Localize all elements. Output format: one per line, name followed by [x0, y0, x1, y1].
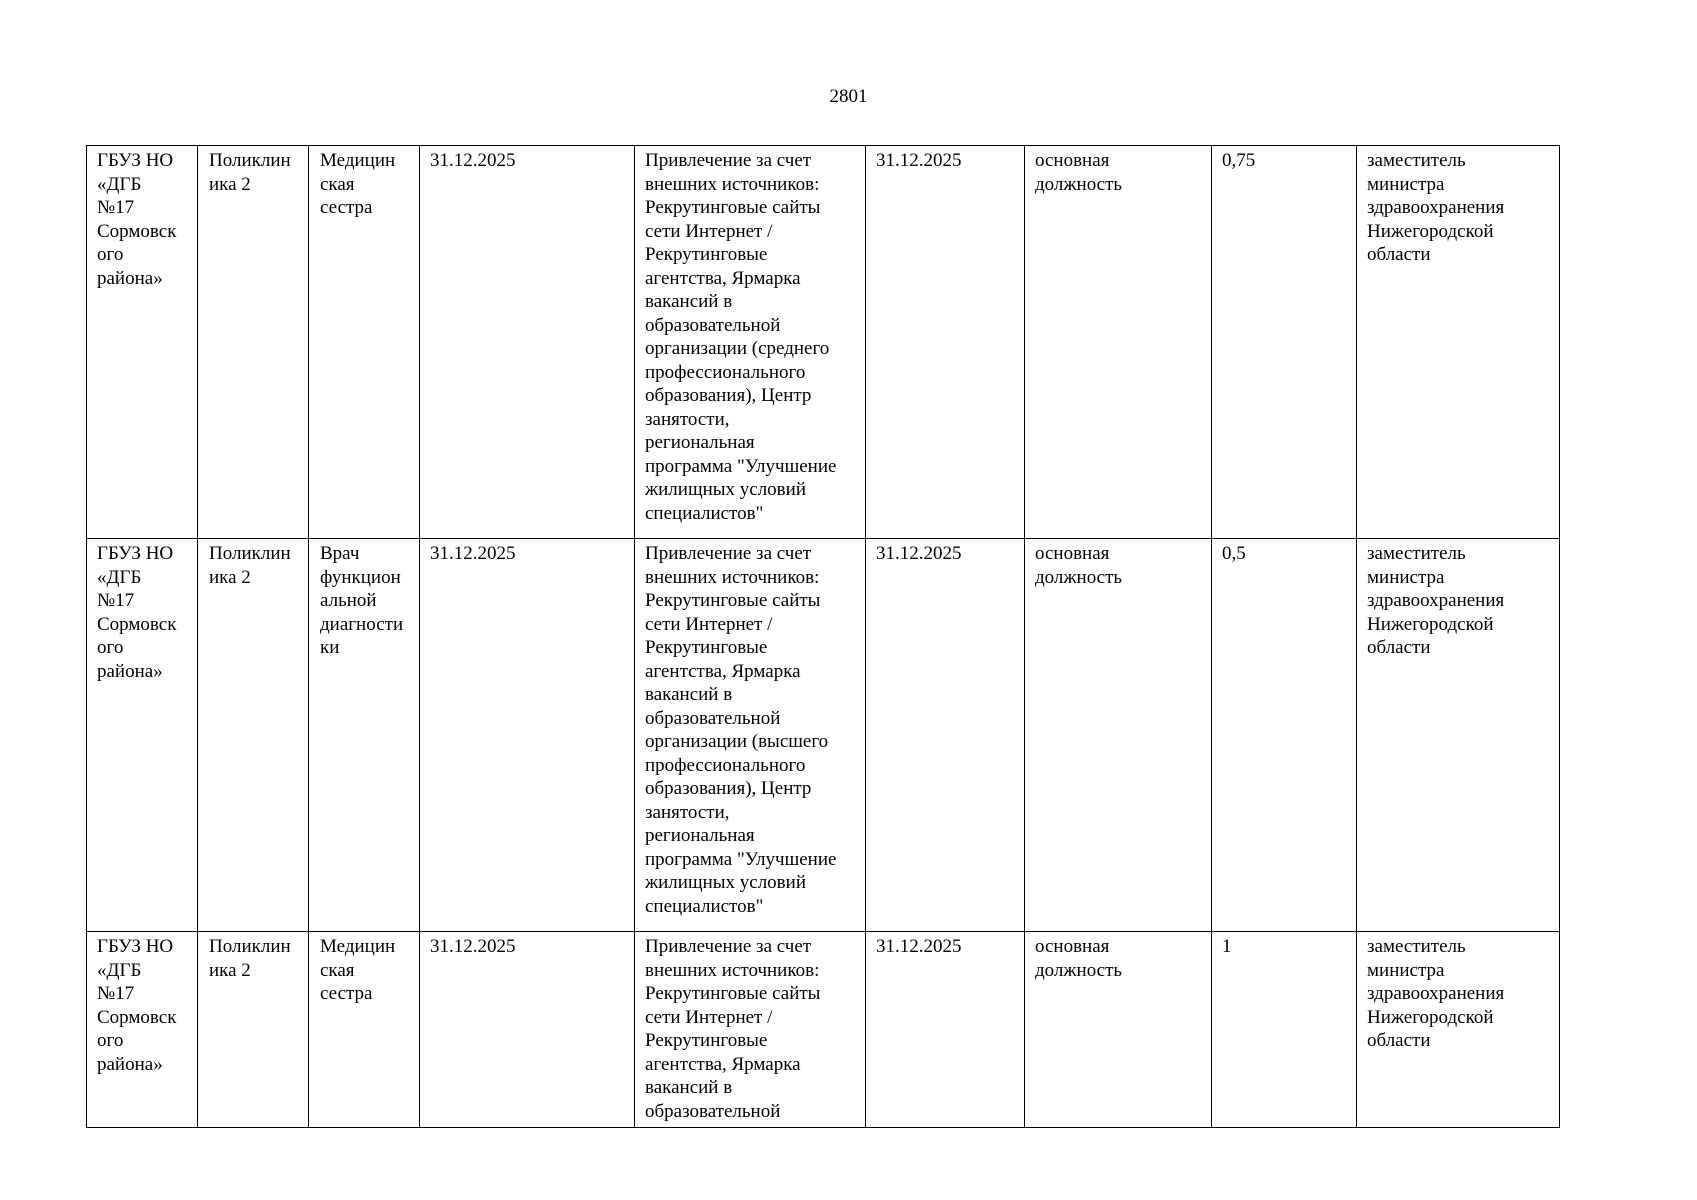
table-row — [87, 146, 1560, 539]
cell-date-2: 31.12.2025 — [866, 146, 1025, 539]
cell-position: Медицин ская сестра — [309, 932, 420, 1128]
cell-responsible: заместитель министра здравоохранения Нижегородской области — [1357, 146, 1560, 539]
table-row — [87, 539, 1560, 932]
cell-organization: ГБУЗ НО «ДГБ №17 Сормовск ого района» — [87, 932, 198, 1128]
cell-unit: Поликлин ика 2 — [198, 539, 309, 932]
cell-responsible: заместитель министра здравоохранения Нижегородской области — [1357, 539, 1560, 932]
page-number: 2801 — [829, 86, 868, 107]
cell-rate: 0,5 — [1212, 539, 1357, 932]
cell-unit: Поликлин ика 2 — [198, 146, 309, 539]
cell-date-1: 31.12.2025 — [420, 539, 635, 932]
cell-job-type: основная должность — [1025, 539, 1212, 932]
cell-rate: 1 — [1212, 932, 1357, 1128]
cell-organization: ГБУЗ НО «ДГБ №17 Сормовск ого района» — [87, 539, 198, 932]
cell-job-type: основная должность — [1025, 932, 1212, 1128]
cell-position: Медицин ская сестра — [309, 146, 420, 539]
staffing-table — [86, 145, 1560, 1128]
cell-organization: ГБУЗ НО «ДГБ №17 Сормовск ого района» — [87, 146, 198, 539]
cell-position: Врач функцион альной диагности ки — [309, 539, 420, 932]
cell-date-2: 31.12.2025 — [866, 932, 1025, 1128]
table-row — [87, 932, 1560, 1128]
cell-date-1: 31.12.2025 — [420, 146, 635, 539]
cell-responsible: заместитель министра здравоохранения Нижегородской области — [1357, 932, 1560, 1128]
cell-measures: Привлечение за счет внешних источников: Рекрутинговые сайты сети Интернет / Рекрутинговые агентства, Ярмарка вакансий в образовательной организации (среднего профессионального образования), Центр занятости, региональная программа "Улучшение жилищных условий специалистов" — [635, 146, 866, 539]
cell-date-2: 31.12.2025 — [866, 539, 1025, 932]
cell-job-type: основная должность — [1025, 146, 1212, 539]
cell-unit: Поликлин ика 2 — [198, 932, 309, 1128]
cell-measures: Привлечение за счет внешних источников: Рекрутинговые сайты сети Интернет / Рекрутинговые агентства, Ярмарка вакансий в образовательной организации (высшего профессионального образования), Центр занятости, региональная программа "Улучшение жилищных условий специалистов" — [635, 539, 866, 932]
cell-rate: 0,75 — [1212, 146, 1357, 539]
cell-date-1: 31.12.2025 — [420, 932, 635, 1128]
cell-measures: Привлечение за счет внешних источников: Рекрутинговые сайты сети Интернет / Рекрутинговые агентства, Ярмарка вакансий в образовательной — [635, 932, 866, 1128]
